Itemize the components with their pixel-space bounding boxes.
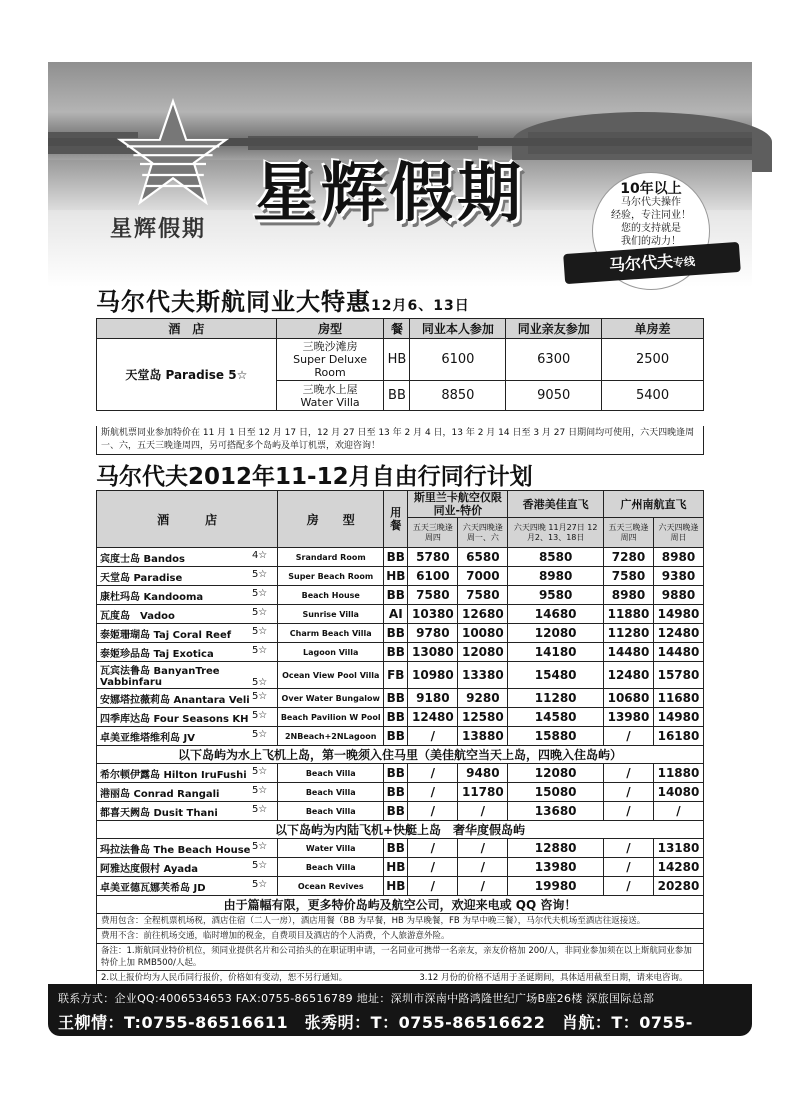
meal: BB — [384, 624, 408, 643]
room-type: 2NBeach+2NLagoon — [278, 727, 384, 746]
table-row — [97, 839, 704, 858]
room-type — [276, 381, 384, 411]
price-cell: / — [408, 727, 458, 746]
badge-line: 10年以上 — [620, 181, 682, 197]
price-cell: 14980 — [653, 708, 703, 727]
header-hotel: 酒 店 — [97, 491, 278, 548]
price-cell: 14280 — [653, 858, 703, 877]
price-cell: 12580 — [458, 708, 508, 727]
price-cell: / — [458, 839, 508, 858]
table-row — [97, 858, 704, 877]
price-cell: 11280 — [508, 689, 604, 708]
hotel-name — [97, 662, 278, 689]
price-cell: / — [408, 783, 458, 802]
price-cell: 9780 — [408, 624, 458, 643]
free-travel-table — [96, 490, 704, 986]
price-cell: 9580 — [508, 586, 604, 605]
meal: BB — [384, 839, 408, 858]
header-meal: 用餐 — [384, 491, 408, 548]
price-cell: 9380 — [653, 567, 703, 586]
table-row — [97, 662, 704, 689]
band-text: 以下岛屿为内陆飞机+快艇上岛 奢华度假岛屿 — [97, 821, 704, 839]
hotel-label: 安娜塔拉薇莉岛 Anantara Veli — [100, 694, 250, 706]
room-type: Srandard Room — [278, 548, 384, 567]
table-row — [97, 802, 704, 821]
price-cell: 10380 — [408, 605, 458, 624]
table-row — [97, 689, 704, 708]
price-cell: 12080 — [508, 764, 604, 783]
table-row — [97, 605, 704, 624]
meal: HB — [384, 877, 408, 896]
price-cell: 11880 — [604, 605, 654, 624]
table-row — [97, 548, 704, 567]
header-cell: 餐 — [384, 319, 410, 339]
price-cell: / — [604, 802, 654, 821]
meal: BB — [384, 783, 408, 802]
header-cell: 同业亲友参加 — [506, 319, 602, 339]
hotel-name — [97, 605, 278, 624]
price-cell: 6580 — [458, 548, 508, 567]
logo-text: 星辉假期 — [110, 217, 207, 242]
section2-title: 马尔代夫2012年11-12月自由行同行计划 — [96, 464, 533, 490]
price-cell: 8980 — [653, 548, 703, 567]
brand-title: 星辉假期 — [253, 156, 525, 231]
price-cell: 13980 — [604, 708, 654, 727]
hotel-name — [97, 764, 278, 783]
price-cell: 6100 — [408, 567, 458, 586]
price-cell: 12880 — [508, 839, 604, 858]
info-row — [97, 944, 704, 971]
section1-note: 斯航机票同业参加特价在 11 月 1 日至 12 月 17 日，12 月 27 日至 13 年 2 月 4 日，13 年 2 月 14 日至 3 月 27 日期间均可使用，六天四晚逢周一、六，五天三晚逢周四，另可搭配多个岛屿及单订机票，欢迎咨询！ — [96, 426, 704, 455]
star-rating: 5☆ — [251, 765, 268, 777]
price-cell: 12080 — [458, 643, 508, 662]
price-cell: 7280 — [604, 548, 654, 567]
price-cell: 13380 — [458, 662, 508, 689]
price-cell: / — [604, 877, 654, 896]
price-cell: 14580 — [508, 708, 604, 727]
table-row — [97, 567, 704, 586]
header-cell: 同业本人参加 — [410, 319, 506, 339]
hotel-name — [97, 567, 278, 586]
badge-line: 您的支持就是 — [621, 223, 681, 234]
room-type: Beach Villa — [278, 802, 384, 821]
hotel-label: 四季库达岛 Four Seasons KH — [100, 713, 249, 725]
single-supplement: 5400 — [602, 381, 704, 411]
subheader-cell: 六天四晚逢周日 — [653, 518, 703, 548]
hotel-label: 瓦度岛 Vadoo — [100, 610, 175, 622]
star-rating: 5☆ — [251, 803, 268, 815]
price-cell: 15080 — [508, 783, 604, 802]
price-cell: / — [604, 764, 654, 783]
price-family: 6300 — [506, 339, 602, 381]
room-type: Beach Villa — [278, 858, 384, 877]
price-cell: 19980 — [508, 877, 604, 896]
hotel-name — [97, 708, 278, 727]
room-type: Beach Pavilion W Pool — [278, 708, 384, 727]
table-row — [97, 764, 704, 783]
section-band — [97, 746, 704, 764]
hotel-label: 港丽岛 Conrad Rangali — [100, 788, 220, 800]
hotel-label: 泰姬珍品岛 Taj Exotica — [100, 648, 214, 660]
single-supplement: 2500 — [602, 339, 704, 381]
price-cell: 11280 — [604, 624, 654, 643]
room-type — [276, 339, 384, 381]
meal: AI — [384, 605, 408, 624]
price-cell: 7580 — [604, 567, 654, 586]
price-cell: 8980 — [508, 567, 604, 586]
table-row — [97, 643, 704, 662]
room-type: Water Villa — [278, 839, 384, 858]
group-a-rows — [97, 548, 704, 746]
meal: FB — [384, 662, 408, 689]
group-b-rows — [97, 764, 704, 821]
price-cell: 12480 — [653, 624, 703, 643]
price-cell: / — [458, 877, 508, 896]
price-cell: 13880 — [458, 727, 508, 746]
star-rating: 5☆ — [251, 568, 268, 580]
banner — [48, 62, 752, 312]
hotel-name — [97, 689, 278, 708]
price-cell: 11780 — [458, 783, 508, 802]
price-cell: 12480 — [408, 708, 458, 727]
info-text: 费用不含：前往机场交通，临时增加的税金，自费项目及酒店的个人消费，个人旅游意外险。 — [97, 929, 704, 944]
hotel-label: 泰姬珊瑚岛 Taj Coral Reef — [100, 629, 232, 641]
price-cell: 15780 — [653, 662, 703, 689]
star-rating: 5☆ — [251, 606, 268, 618]
price-cell: / — [604, 839, 654, 858]
meal: BB — [384, 643, 408, 662]
meal: BB — [384, 764, 408, 783]
price-cell: / — [604, 783, 654, 802]
price-cell: 11880 — [653, 764, 703, 783]
room-line: 三晚沙滩房 — [302, 340, 358, 353]
table-row — [97, 727, 704, 746]
contact-line: 联系方式：企业QQ:4006534653 FAX:0755-86516789 地址：深圳市深南中路鸿隆世纪广场B座26楼 深旅国际总部 — [58, 992, 655, 1005]
subheader-cell: 五天三晚逢周四 — [604, 518, 654, 548]
room-line: Water Villa — [300, 395, 360, 409]
price-cell: / — [408, 877, 458, 896]
table-row — [97, 783, 704, 802]
hotel-label: 阿雅达度假村 Ayada — [100, 863, 199, 875]
price-self: 8850 — [410, 381, 506, 411]
section1-title-text: 马尔代夫斯航同业大特惠 — [96, 288, 371, 316]
price-cell: 13080 — [408, 643, 458, 662]
room-line: Super Deluxe — [293, 353, 368, 366]
hotel-name — [97, 624, 278, 643]
room-line: Room — [314, 366, 346, 379]
price-cell: / — [408, 839, 458, 858]
hotel-name — [97, 877, 278, 896]
star-rating: 5☆ — [251, 859, 268, 871]
hotel-name — [97, 548, 278, 567]
price-self: 6100 — [410, 339, 506, 381]
price-cell: 14480 — [604, 643, 654, 662]
meal: BB — [384, 727, 408, 746]
room-type: Ocean View Pool Villa — [278, 662, 384, 689]
price-cell: 16180 — [653, 727, 703, 746]
price-cell: 8580 — [508, 548, 604, 567]
price-cell: 7580 — [458, 586, 508, 605]
room-line: 三晚水上屋 — [302, 382, 358, 396]
section-band — [97, 896, 704, 914]
price-cell: 10080 — [458, 624, 508, 643]
price-cell: 12680 — [458, 605, 508, 624]
hotel-name — [97, 858, 278, 877]
section1-title — [96, 282, 470, 317]
room-type: Beach Villa — [278, 764, 384, 783]
subheader-cell: 六天四晚 11月27日 12月2、13、18日 — [508, 518, 604, 548]
hotel-label: 卓美亚德瓦娜芙希岛 JD — [100, 882, 206, 894]
hotel-name: 天堂岛 Paradise 5☆ — [97, 339, 277, 411]
hotel-label: 玛拉法鲁岛 The Beach House — [100, 844, 251, 856]
section-band — [97, 821, 704, 839]
badge-line: 马尔代夫操作 — [621, 197, 681, 208]
meal: BB — [384, 689, 408, 708]
price-cell: / — [408, 802, 458, 821]
room-type: Lagoon Villa — [278, 643, 384, 662]
hotel-label: 天堂岛 Paradise — [100, 572, 183, 584]
phone-line: 王柳情：T:0755-86516611 张秀明：T：0755-86516622 肖航：T：0755-86516633 — [58, 1013, 693, 1052]
hotel-name — [97, 643, 278, 662]
hotel-label: 希尔顿伊露岛 Hilton IruFushi — [100, 769, 247, 781]
price-cell: / — [408, 858, 458, 877]
table-row — [97, 624, 704, 643]
meal: HB — [384, 339, 410, 381]
band-text: 以下岛屿为水上飞机上岛，第一晚须入住马里（美佳航空当天上岛，四晚入住岛屿） — [97, 746, 704, 764]
star-rating: 5☆ — [251, 690, 268, 702]
price-cell: / — [408, 764, 458, 783]
ribbon-small: 专线 — [672, 255, 696, 270]
table-row — [97, 708, 704, 727]
price-cell: / — [653, 802, 703, 821]
subheader-cell: 六天四晚逢周一、六 — [458, 518, 508, 548]
price-cell: 9180 — [408, 689, 458, 708]
ribbon-main: 马尔代夫 — [608, 251, 674, 275]
meal: BB — [384, 381, 410, 411]
subheader-cell: 五天三晚逢周四 — [408, 518, 458, 548]
table-header-row — [97, 319, 704, 339]
star-rating: 5☆ — [251, 587, 268, 599]
price-cell: 10680 — [604, 689, 654, 708]
header-cell: 酒 店 — [97, 319, 277, 339]
meal: BB — [384, 586, 408, 605]
flyer — [48, 62, 752, 1052]
price-cell: / — [458, 858, 508, 877]
meal: HB — [384, 567, 408, 586]
hotel-name — [97, 586, 278, 605]
header-srilankan: 斯里兰卡航空仅限同业-特价 — [408, 491, 508, 518]
header-china-southern: 广州南航直飞 — [604, 491, 704, 518]
price-cell: 7000 — [458, 567, 508, 586]
hotel-label: 瓦宾法鲁岛 BanyanTree Vabbinfaru — [100, 666, 220, 688]
star-logo-icon — [118, 98, 228, 208]
hotel-name — [97, 727, 278, 746]
star-rating: 5☆ — [251, 728, 268, 740]
price-cell: 8980 — [604, 586, 654, 605]
price-cell: 14080 — [653, 783, 703, 802]
price-cell: 15880 — [508, 727, 604, 746]
contact-footer — [48, 984, 752, 1052]
hotel-label: 卓美亚维塔维利岛 JV — [100, 732, 195, 744]
hotel-name — [97, 783, 278, 802]
price-cell: 9280 — [458, 689, 508, 708]
price-cell: / — [604, 858, 654, 877]
hotel-label: 都喜天阙岛 Dusit Thani — [100, 807, 218, 819]
meal: BB — [384, 708, 408, 727]
table-row — [97, 586, 704, 605]
price-cell: 13680 — [508, 802, 604, 821]
star-rating: 5☆ — [251, 677, 268, 688]
info-text: 2.以上报价均为人民币同行报价，价格如有变动，恕不另行通知。 3.12 月份的价格不适用于圣诞期间，具体适用截至日期，请来电咨询。 — [97, 971, 704, 986]
price-cell: 12080 — [508, 624, 604, 643]
star-rating: 5☆ — [251, 878, 268, 890]
room-type: Ocean Revives — [278, 877, 384, 896]
info-row — [97, 929, 704, 944]
info-row — [97, 914, 704, 929]
group-c-rows — [97, 839, 704, 896]
special-offer-table — [96, 318, 704, 411]
room-type: Sunrise Villa — [278, 605, 384, 624]
info-text: 费用包含：全程机票机场税，酒店住宿（二人一房），酒店用餐（BB 为早餐，HB 为早晚餐，FB 为早中晚三餐），马尔代夫机场至酒店往返接送。 — [97, 914, 704, 929]
star-rating: 5☆ — [251, 625, 268, 637]
room-type: Beach Villa — [278, 783, 384, 802]
price-cell: / — [604, 727, 654, 746]
badge-line: 我们的动力！ — [621, 236, 681, 247]
section1-dates: 12月6、13日 — [371, 298, 470, 314]
price-cell: 5780 — [408, 548, 458, 567]
star-rating: 5☆ — [251, 840, 268, 852]
price-cell: 14980 — [653, 605, 703, 624]
hotel-label: 康杜玛岛 Kandooma — [100, 591, 204, 603]
band-text: 由于篇幅有限，更多特价岛屿及航空公司，欢迎来电或 QQ 咨询！ — [97, 896, 704, 914]
header-room: 房 型 — [278, 491, 384, 548]
room-type: Beach House — [278, 586, 384, 605]
header-hk-express: 香港美佳直飞 — [508, 491, 604, 518]
price-cell: 13180 — [653, 839, 703, 858]
price-cell: 9480 — [458, 764, 508, 783]
star-rating: 5☆ — [251, 784, 268, 796]
meal: BB — [384, 802, 408, 821]
info-text: 备注：1.斯航同业特价机位，须同业提供名片和公司抬头的在职证明申请，一名同业可携带一名亲友，亲友价格加 200/人，非同业参加须在以上斯航同业参加特价上加 RMB500/人起。 — [97, 944, 704, 971]
table-header-row — [97, 491, 704, 518]
price-cell: 11680 — [653, 689, 703, 708]
price-cell: 13980 — [508, 858, 604, 877]
price-cell: 14480 — [653, 643, 703, 662]
hotel-name — [97, 802, 278, 821]
price-cell: 14180 — [508, 643, 604, 662]
price-cell: 10980 — [408, 662, 458, 689]
header-cell: 房型 — [276, 319, 384, 339]
badge-line: 经验，专注同业！ — [611, 210, 691, 221]
star-rating: 5☆ — [251, 709, 268, 721]
price-cell: 20280 — [653, 877, 703, 896]
meal: HB — [384, 858, 408, 877]
room-type: Charm Beach Villa — [278, 624, 384, 643]
price-family: 9050 — [506, 381, 602, 411]
table-row — [97, 877, 704, 896]
hotel-label: 宾度士岛 Bandos — [100, 553, 185, 565]
price-cell: 7580 — [408, 586, 458, 605]
room-type: Super Beach Room — [278, 567, 384, 586]
star-rating: 4☆ — [251, 549, 268, 561]
price-cell: 12480 — [604, 662, 654, 689]
header-cell: 单房差 — [602, 319, 704, 339]
route-ribbon — [563, 242, 741, 284]
price-cell: 15480 — [508, 662, 604, 689]
price-cell: 9880 — [653, 586, 703, 605]
table-row — [97, 339, 704, 381]
room-type: Over Water Bungalow — [278, 689, 384, 708]
meal: BB — [384, 548, 408, 567]
star-rating: 5☆ — [251, 644, 268, 656]
price-cell: 14680 — [508, 605, 604, 624]
hotel-name — [97, 839, 278, 858]
price-cell: / — [458, 802, 508, 821]
